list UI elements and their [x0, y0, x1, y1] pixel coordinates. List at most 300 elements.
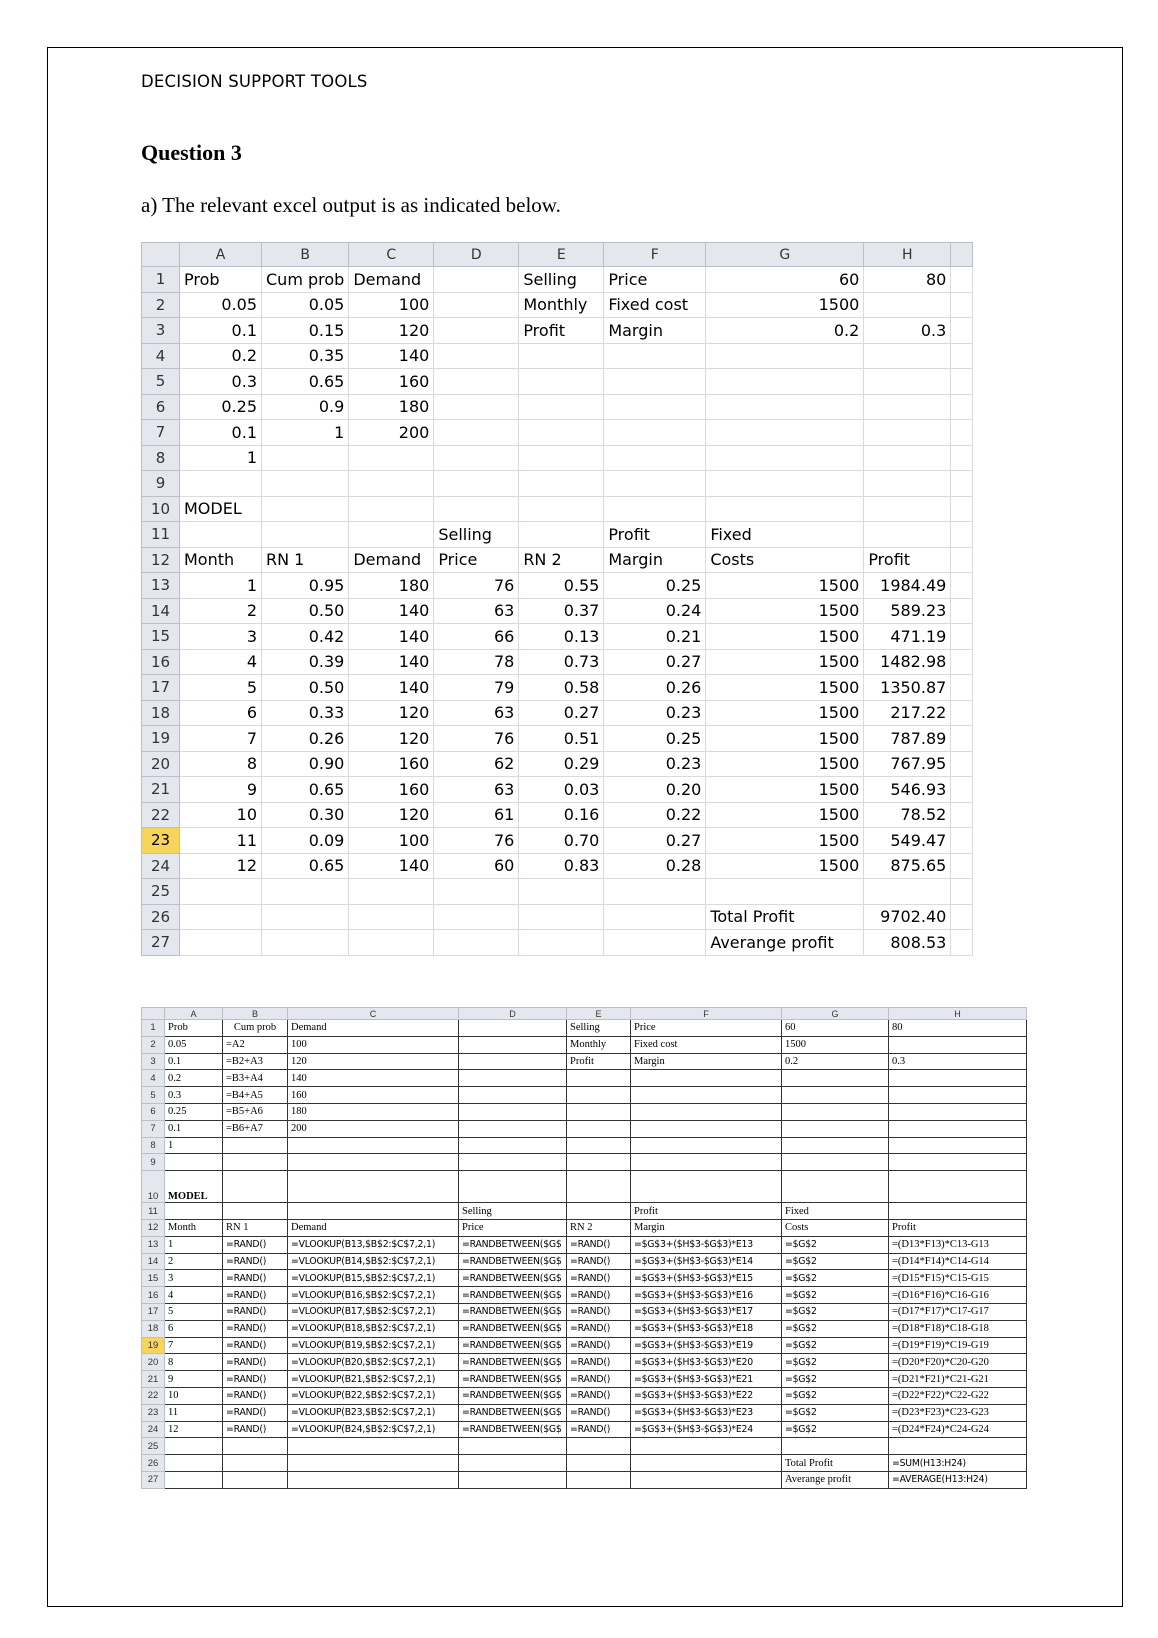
row-header[interactable]: 14: [142, 1253, 165, 1270]
row-header[interactable]: 6: [142, 394, 180, 420]
cell-g4[interactable]: [706, 343, 864, 369]
cell-b18[interactable]: =RAND(): [223, 1320, 288, 1337]
cell-f15[interactable]: =$G$3+($H$3-$G$3)*E15: [631, 1270, 782, 1287]
cell-g12[interactable]: Costs: [782, 1219, 889, 1236]
cell-c18[interactable]: =VLOOKUP(B18,$B$2:$C$7,2,1): [288, 1320, 459, 1337]
cell-b3[interactable]: 0.15: [262, 318, 349, 344]
cell-a14[interactable]: 2: [165, 1253, 223, 1270]
cell-c4[interactable]: 140: [349, 343, 434, 369]
cell-a18[interactable]: 6: [180, 700, 262, 726]
row-header[interactable]: 13: [142, 1236, 165, 1253]
cell-b16[interactable]: 0.39: [262, 649, 349, 675]
cell-g11[interactable]: Fixed: [706, 522, 864, 548]
cell-e26[interactable]: [567, 1455, 631, 1472]
cell-c4[interactable]: 140: [288, 1070, 459, 1087]
cell-d6[interactable]: [434, 394, 519, 420]
row-header[interactable]: 25: [142, 1438, 165, 1455]
cell-f4[interactable]: [604, 343, 706, 369]
cell-b1[interactable]: Cum prob: [262, 267, 349, 293]
cell-a5[interactable]: 0.3: [180, 369, 262, 395]
cell-b26[interactable]: [262, 904, 349, 930]
cell-d9[interactable]: [459, 1154, 567, 1171]
cell-f19[interactable]: =$G$3+($H$3-$G$3)*E19: [631, 1337, 782, 1354]
cell-b9[interactable]: [223, 1154, 288, 1171]
cell-f26[interactable]: [631, 1455, 782, 1472]
cell-b23[interactable]: 0.09: [262, 828, 349, 854]
cell-c23[interactable]: =VLOOKUP(B23,$B$2:$C$7,2,1): [288, 1404, 459, 1421]
cell-e11[interactable]: [519, 522, 604, 548]
cell-g1[interactable]: 60: [782, 1020, 889, 1037]
row-header[interactable]: 15: [142, 1270, 165, 1287]
row-header[interactable]: 26: [142, 1455, 165, 1472]
cell-e20[interactable]: 0.29: [519, 751, 604, 777]
cell-c15[interactable]: 140: [349, 624, 434, 650]
column-header-d[interactable]: D: [459, 1008, 567, 1020]
cell-e4[interactable]: [519, 343, 604, 369]
column-header-g[interactable]: G: [782, 1008, 889, 1020]
cell-b23[interactable]: =RAND(): [223, 1404, 288, 1421]
row-header[interactable]: 15: [142, 624, 180, 650]
cell-f17[interactable]: 0.26: [604, 675, 706, 701]
cell-h12[interactable]: Profit: [889, 1219, 1027, 1236]
cell-e27[interactable]: [567, 1471, 631, 1488]
cell-d10[interactable]: [434, 496, 519, 522]
cell-f27[interactable]: [631, 1471, 782, 1488]
cell-d2[interactable]: [434, 292, 519, 318]
row-header[interactable]: 22: [142, 802, 180, 828]
cell-d20[interactable]: 62: [434, 751, 519, 777]
cell-g27[interactable]: Averange profit: [706, 930, 864, 956]
cell-g15[interactable]: 1500: [706, 624, 864, 650]
cell-g2[interactable]: 1500: [706, 292, 864, 318]
cell-c14[interactable]: 140: [349, 598, 434, 624]
cell-c9[interactable]: [349, 471, 434, 497]
cell-f18[interactable]: 0.23: [604, 700, 706, 726]
cell-b16[interactable]: =RAND(): [223, 1287, 288, 1304]
cell-f13[interactable]: =$G$3+($H$3-$G$3)*E13: [631, 1236, 782, 1253]
cell-a2[interactable]: 0.05: [180, 292, 262, 318]
cell-a4[interactable]: 0.2: [165, 1070, 223, 1087]
cell-g26[interactable]: Total Profit: [706, 904, 864, 930]
cell-a6[interactable]: 0.25: [180, 394, 262, 420]
cell-f23[interactable]: =$G$3+($H$3-$G$3)*E23: [631, 1404, 782, 1421]
cell-b22[interactable]: =RAND(): [223, 1387, 288, 1404]
cell-g8[interactable]: [706, 445, 864, 471]
cell-f16[interactable]: =$G$3+($H$3-$G$3)*E16: [631, 1287, 782, 1304]
cell-e19[interactable]: 0.51: [519, 726, 604, 752]
cell-f20[interactable]: 0.23: [604, 751, 706, 777]
cell-h2[interactable]: [889, 1036, 1027, 1053]
cell-f21[interactable]: 0.20: [604, 777, 706, 803]
cell-f7[interactable]: [631, 1120, 782, 1137]
row-header[interactable]: 16: [142, 649, 180, 675]
cell-d15[interactable]: 66: [434, 624, 519, 650]
cell-h19[interactable]: 787.89: [864, 726, 951, 752]
cell-a13[interactable]: 1: [165, 1236, 223, 1253]
row-header[interactable]: 24: [142, 853, 180, 879]
cell-c11[interactable]: [288, 1203, 459, 1220]
cell-f7[interactable]: [604, 420, 706, 446]
cell-h7[interactable]: [889, 1120, 1027, 1137]
cell-e27[interactable]: [519, 930, 604, 956]
cell-c12[interactable]: Demand: [349, 547, 434, 573]
column-header-g[interactable]: G: [706, 243, 864, 267]
cell-d16[interactable]: 78: [434, 649, 519, 675]
row-header[interactable]: 1: [142, 267, 180, 293]
cell-f2[interactable]: Fixed cost: [631, 1036, 782, 1053]
cell-b19[interactable]: =RAND(): [223, 1337, 288, 1354]
column-header-h[interactable]: H: [864, 243, 951, 267]
row-header[interactable]: 4: [142, 343, 180, 369]
cell-f3[interactable]: Margin: [604, 318, 706, 344]
cell-f24[interactable]: =$G$3+($H$3-$G$3)*E24: [631, 1421, 782, 1438]
cell-f4[interactable]: [631, 1070, 782, 1087]
cell-c2[interactable]: 100: [349, 292, 434, 318]
cell-a21[interactable]: 9: [180, 777, 262, 803]
cell-d2[interactable]: [459, 1036, 567, 1053]
cell-a24[interactable]: 12: [165, 1421, 223, 1438]
cell-c11[interactable]: [349, 522, 434, 548]
cell-a21[interactable]: 9: [165, 1371, 223, 1388]
cell-g9[interactable]: [706, 471, 864, 497]
cell-a11[interactable]: [180, 522, 262, 548]
cell-g6[interactable]: [706, 394, 864, 420]
row-header[interactable]: 20: [142, 1354, 165, 1371]
cell-f22[interactable]: 0.22: [604, 802, 706, 828]
cell-b8[interactable]: [262, 445, 349, 471]
cell-d12[interactable]: Price: [434, 547, 519, 573]
cell-a19[interactable]: 7: [180, 726, 262, 752]
cell-b3[interactable]: =B2+A3: [223, 1053, 288, 1070]
cell-e10[interactable]: [519, 496, 604, 522]
cell-c3[interactable]: 120: [349, 318, 434, 344]
cell-d10[interactable]: [459, 1171, 567, 1203]
cell-c2[interactable]: 100: [288, 1036, 459, 1053]
row-header[interactable]: 10: [142, 496, 180, 522]
row-header[interactable]: 25: [142, 879, 180, 905]
cell-f17[interactable]: =$G$3+($H$3-$G$3)*E17: [631, 1303, 782, 1320]
cell-b4[interactable]: 0.35: [262, 343, 349, 369]
row-header[interactable]: 24: [142, 1421, 165, 1438]
cell-h18[interactable]: =(D18*F18)*C18-G18: [889, 1320, 1027, 1337]
row-header[interactable]: 14: [142, 598, 180, 624]
cell-b20[interactable]: =RAND(): [223, 1354, 288, 1371]
cell-c8[interactable]: [288, 1137, 459, 1154]
cell-h2[interactable]: [864, 292, 951, 318]
cell-d18[interactable]: =RANDBETWEEN($G$: [459, 1320, 567, 1337]
cell-c21[interactable]: =VLOOKUP(B21,$B$2:$C$7,2,1): [288, 1371, 459, 1388]
cell-e21[interactable]: 0.03: [519, 777, 604, 803]
cell-b18[interactable]: 0.33: [262, 700, 349, 726]
cell-c24[interactable]: 140: [349, 853, 434, 879]
cell-h1[interactable]: 80: [864, 267, 951, 293]
cell-h24[interactable]: 875.65: [864, 853, 951, 879]
cell-g11[interactable]: Fixed: [782, 1203, 889, 1220]
cell-g1[interactable]: 60: [706, 267, 864, 293]
cell-g12[interactable]: Costs: [706, 547, 864, 573]
cell-a25[interactable]: [180, 879, 262, 905]
cell-e7[interactable]: [519, 420, 604, 446]
cell-a17[interactable]: 5: [180, 675, 262, 701]
cell-f26[interactable]: [604, 904, 706, 930]
cell-a23[interactable]: 11: [165, 1404, 223, 1421]
cell-c25[interactable]: [288, 1438, 459, 1455]
cell-g26[interactable]: Total Profit: [782, 1455, 889, 1472]
cell-a1[interactable]: Prob: [165, 1020, 223, 1037]
cell-d14[interactable]: =RANDBETWEEN($G$: [459, 1253, 567, 1270]
cell-a8[interactable]: 1: [180, 445, 262, 471]
cell-c1[interactable]: Demand: [288, 1020, 459, 1037]
cell-f14[interactable]: 0.24: [604, 598, 706, 624]
cell-f23[interactable]: 0.27: [604, 828, 706, 854]
cell-c5[interactable]: 160: [349, 369, 434, 395]
cell-d1[interactable]: [434, 267, 519, 293]
cell-b5[interactable]: 0.65: [262, 369, 349, 395]
cell-a10[interactable]: MODEL: [180, 496, 262, 522]
row-header[interactable]: 27: [142, 930, 180, 956]
cell-h5[interactable]: [889, 1087, 1027, 1104]
cell-e1[interactable]: Selling: [519, 267, 604, 293]
cell-d3[interactable]: [434, 318, 519, 344]
cell-e24[interactable]: =RAND(): [567, 1421, 631, 1438]
cell-c26[interactable]: [349, 904, 434, 930]
cell-g14[interactable]: 1500: [706, 598, 864, 624]
cell-h23[interactable]: =(D23*F23)*C23-G23: [889, 1404, 1027, 1421]
row-header[interactable]: 3: [142, 318, 180, 344]
cell-e1[interactable]: Selling: [567, 1020, 631, 1037]
cell-e14[interactable]: =RAND(): [567, 1253, 631, 1270]
cell-g24[interactable]: 1500: [706, 853, 864, 879]
cell-a6[interactable]: 0.25: [165, 1103, 223, 1120]
cell-c3[interactable]: 120: [288, 1053, 459, 1070]
cell-d16[interactable]: =RANDBETWEEN($G$: [459, 1287, 567, 1304]
cell-f8[interactable]: [604, 445, 706, 471]
cell-a12[interactable]: Month: [180, 547, 262, 573]
cell-b25[interactable]: [223, 1438, 288, 1455]
cell-e8[interactable]: [567, 1137, 631, 1154]
cell-e9[interactable]: [519, 471, 604, 497]
cell-a9[interactable]: [165, 1154, 223, 1171]
cell-e16[interactable]: =RAND(): [567, 1287, 631, 1304]
cell-f11[interactable]: Profit: [604, 522, 706, 548]
cell-d9[interactable]: [434, 471, 519, 497]
row-header[interactable]: 21: [142, 777, 180, 803]
cell-d24[interactable]: =RANDBETWEEN($G$: [459, 1421, 567, 1438]
cell-g6[interactable]: [782, 1103, 889, 1120]
cell-g22[interactable]: 1500: [706, 802, 864, 828]
cell-f25[interactable]: [604, 879, 706, 905]
cell-d3[interactable]: [459, 1053, 567, 1070]
cell-d15[interactable]: =RANDBETWEEN($G$: [459, 1270, 567, 1287]
cell-h16[interactable]: =(D16*F16)*C16-G16: [889, 1287, 1027, 1304]
cell-a4[interactable]: 0.2: [180, 343, 262, 369]
cell-a15[interactable]: 3: [165, 1270, 223, 1287]
cell-h20[interactable]: =(D20*F20)*C20-G20: [889, 1354, 1027, 1371]
cell-c27[interactable]: [349, 930, 434, 956]
cell-h11[interactable]: [889, 1203, 1027, 1220]
cell-d12[interactable]: Price: [459, 1219, 567, 1236]
cell-c27[interactable]: [288, 1471, 459, 1488]
cell-e19[interactable]: =RAND(): [567, 1337, 631, 1354]
cell-f21[interactable]: =$G$3+($H$3-$G$3)*E21: [631, 1371, 782, 1388]
cell-g13[interactable]: =$G$2: [782, 1236, 889, 1253]
cell-h17[interactable]: 1350.87: [864, 675, 951, 701]
cell-c6[interactable]: 180: [349, 394, 434, 420]
cell-c22[interactable]: =VLOOKUP(B22,$B$2:$C$7,2,1): [288, 1387, 459, 1404]
cell-a16[interactable]: 4: [165, 1287, 223, 1304]
cell-f9[interactable]: [631, 1154, 782, 1171]
cell-c23[interactable]: 100: [349, 828, 434, 854]
cell-a8[interactable]: 1: [165, 1137, 223, 1154]
cell-e13[interactable]: =RAND(): [567, 1236, 631, 1253]
cell-g13[interactable]: 1500: [706, 573, 864, 599]
cell-d7[interactable]: [434, 420, 519, 446]
cell-c20[interactable]: 160: [349, 751, 434, 777]
cell-d21[interactable]: =RANDBETWEEN($G$: [459, 1371, 567, 1388]
column-header-e[interactable]: E: [519, 243, 604, 267]
cell-e13[interactable]: 0.55: [519, 573, 604, 599]
cell-f1[interactable]: Price: [604, 267, 706, 293]
cell-h5[interactable]: [864, 369, 951, 395]
cell-a20[interactable]: 8: [180, 751, 262, 777]
cell-e18[interactable]: 0.27: [519, 700, 604, 726]
cell-b14[interactable]: 0.50: [262, 598, 349, 624]
cell-g16[interactable]: 1500: [706, 649, 864, 675]
cell-g22[interactable]: =$G$2: [782, 1387, 889, 1404]
column-header-c[interactable]: C: [349, 243, 434, 267]
row-header[interactable]: 8: [142, 445, 180, 471]
cell-b6[interactable]: 0.9: [262, 394, 349, 420]
row-header[interactable]: 8: [142, 1137, 165, 1154]
cell-g23[interactable]: =$G$2: [782, 1404, 889, 1421]
cell-b22[interactable]: 0.30: [262, 802, 349, 828]
cell-f19[interactable]: 0.25: [604, 726, 706, 752]
cell-d17[interactable]: 79: [434, 675, 519, 701]
cell-g19[interactable]: 1500: [706, 726, 864, 752]
cell-h7[interactable]: [864, 420, 951, 446]
cell-c17[interactable]: =VLOOKUP(B17,$B$2:$C$7,2,1): [288, 1303, 459, 1320]
row-header[interactable]: 7: [142, 420, 180, 446]
cell-g20[interactable]: 1500: [706, 751, 864, 777]
cell-d11[interactable]: Selling: [459, 1203, 567, 1220]
cell-c5[interactable]: 160: [288, 1087, 459, 1104]
cell-e3[interactable]: Profit: [519, 318, 604, 344]
cell-g3[interactable]: 0.2: [782, 1053, 889, 1070]
cell-h15[interactable]: 471.19: [864, 624, 951, 650]
cell-d5[interactable]: [434, 369, 519, 395]
cell-f15[interactable]: 0.21: [604, 624, 706, 650]
cell-h9[interactable]: [864, 471, 951, 497]
row-header[interactable]: 9: [142, 1154, 165, 1171]
row-header[interactable]: 19: [142, 1337, 165, 1354]
cell-g21[interactable]: 1500: [706, 777, 864, 803]
cell-d26[interactable]: [434, 904, 519, 930]
cell-b10[interactable]: [223, 1171, 288, 1203]
column-header-f[interactable]: F: [631, 1008, 782, 1020]
cell-a27[interactable]: [180, 930, 262, 956]
cell-g21[interactable]: =$G$2: [782, 1371, 889, 1388]
cell-h13[interactable]: =(D13*F13)*C13-G13: [889, 1236, 1027, 1253]
cell-d1[interactable]: [459, 1020, 567, 1037]
cell-e8[interactable]: [519, 445, 604, 471]
column-header-f[interactable]: F: [604, 243, 706, 267]
cell-h27[interactable]: 808.53: [864, 930, 951, 956]
cell-d23[interactable]: =RANDBETWEEN($G$: [459, 1404, 567, 1421]
cell-e25[interactable]: [567, 1438, 631, 1455]
row-header[interactable]: 17: [142, 1303, 165, 1320]
cell-h13[interactable]: 1984.49: [864, 573, 951, 599]
cell-c12[interactable]: Demand: [288, 1219, 459, 1236]
cell-h8[interactable]: [889, 1137, 1027, 1154]
cell-h27[interactable]: =AVERAGE(H13:H24): [889, 1471, 1027, 1488]
column-header-b[interactable]: B: [262, 243, 349, 267]
cell-f12[interactable]: Margin: [631, 1219, 782, 1236]
cell-g17[interactable]: 1500: [706, 675, 864, 701]
row-header[interactable]: 2: [142, 1036, 165, 1053]
cell-d5[interactable]: [459, 1087, 567, 1104]
cell-b1[interactable]: Cum prob: [223, 1020, 288, 1037]
cell-b13[interactable]: 0.95: [262, 573, 349, 599]
cell-b11[interactable]: [262, 522, 349, 548]
cell-h6[interactable]: [864, 394, 951, 420]
cell-e24[interactable]: 0.83: [519, 853, 604, 879]
cell-h8[interactable]: [864, 445, 951, 471]
cell-g25[interactable]: [706, 879, 864, 905]
row-header[interactable]: 20: [142, 751, 180, 777]
cell-a23[interactable]: 11: [180, 828, 262, 854]
cell-c9[interactable]: [288, 1154, 459, 1171]
cell-c24[interactable]: =VLOOKUP(B24,$B$2:$C$7,2,1): [288, 1421, 459, 1438]
row-header[interactable]: 3: [142, 1053, 165, 1070]
cell-c22[interactable]: 120: [349, 802, 434, 828]
cell-d27[interactable]: [459, 1471, 567, 1488]
cell-h9[interactable]: [889, 1154, 1027, 1171]
cell-g16[interactable]: =$G$2: [782, 1287, 889, 1304]
cell-b7[interactable]: 1: [262, 420, 349, 446]
row-header[interactable]: 18: [142, 1320, 165, 1337]
cell-h3[interactable]: 0.3: [889, 1053, 1027, 1070]
row-header[interactable]: 5: [142, 369, 180, 395]
cell-h12[interactable]: Profit: [864, 547, 951, 573]
cell-g9[interactable]: [782, 1154, 889, 1171]
cell-d21[interactable]: 63: [434, 777, 519, 803]
cell-c17[interactable]: 140: [349, 675, 434, 701]
row-header[interactable]: 5: [142, 1087, 165, 1104]
cell-e2[interactable]: Monthly: [567, 1036, 631, 1053]
cell-d19[interactable]: =RANDBETWEEN($G$: [459, 1337, 567, 1354]
cell-e10[interactable]: [567, 1171, 631, 1203]
row-header[interactable]: 23: [142, 828, 180, 854]
cell-a3[interactable]: 0.1: [165, 1053, 223, 1070]
cell-b13[interactable]: =RAND(): [223, 1236, 288, 1253]
cell-f10[interactable]: [604, 496, 706, 522]
cell-b7[interactable]: =B6+A7: [223, 1120, 288, 1137]
cell-h26[interactable]: =SUM(H13:H24): [889, 1455, 1027, 1472]
cell-f12[interactable]: Margin: [604, 547, 706, 573]
row-header[interactable]: 23: [142, 1404, 165, 1421]
cell-a19[interactable]: 7: [165, 1337, 223, 1354]
cell-b27[interactable]: [223, 1471, 288, 1488]
cell-a27[interactable]: [165, 1471, 223, 1488]
cell-d7[interactable]: [459, 1120, 567, 1137]
cell-h14[interactable]: =(D14*F14)*C14-G14: [889, 1253, 1027, 1270]
cell-g4[interactable]: [782, 1070, 889, 1087]
cell-g18[interactable]: =$G$2: [782, 1320, 889, 1337]
cell-e5[interactable]: [519, 369, 604, 395]
cell-h22[interactable]: =(D22*F22)*C22-G22: [889, 1387, 1027, 1404]
row-header[interactable]: 7: [142, 1120, 165, 1137]
cell-f8[interactable]: [631, 1137, 782, 1154]
